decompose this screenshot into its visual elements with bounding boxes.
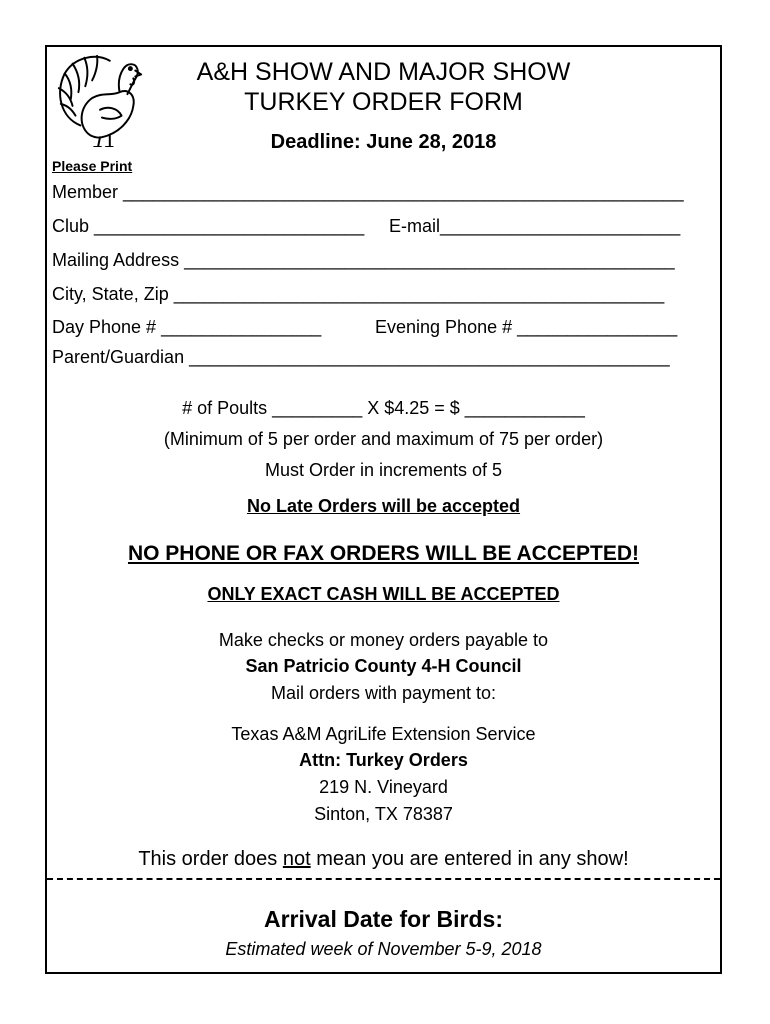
mailing-org: Texas A&M AgriLife Extension Service — [231, 724, 536, 744]
please-print-label: Please Print — [52, 158, 133, 174]
evening-phone-field[interactable]: Evening Phone # ________________ — [375, 317, 678, 337]
mail-orders-text: Mail orders with payment to: — [270, 683, 497, 703]
no-late-orders: No Late Orders will be accepted — [246, 496, 521, 516]
arrival-title: Arrival Date for Birds: — [263, 906, 503, 932]
order-limits: (Minimum of 5 per order and maximum of 75 per order) — [163, 429, 604, 449]
form-title-line2: TURKEY ORDER FORM — [244, 88, 523, 116]
checks-payable-text: Make checks or money orders payable to — [218, 630, 549, 650]
member-field[interactable]: Member ________________________________________________________ — [52, 182, 684, 202]
arrival-estimate: Estimated week of November 5-9, 2018 — [225, 939, 542, 959]
no-phone-fax-notice: NO PHONE OR FAX ORDERS WILL BE ACCEPTED! — [127, 542, 640, 565]
email-field[interactable]: E-mail________________________ — [389, 216, 681, 236]
cut-line-divider — [47, 878, 720, 880]
club-field[interactable]: Club ___________________________ — [52, 216, 365, 236]
form-title-line1: A&H SHOW AND MAJOR SHOW — [196, 58, 571, 86]
city-state-zip-field[interactable]: City, State, Zip _________________________________________________ — [52, 284, 665, 304]
disclaimer-not: not — [282, 848, 311, 870]
entry-disclaimer — [47, 847, 720, 871]
deadline: Deadline: June 28, 2018 — [270, 131, 497, 153]
day-phone-field[interactable]: Day Phone # ________________ — [52, 317, 322, 337]
parent-guardian-field[interactable]: Parent/Guardian ________________________________________________ — [52, 347, 670, 367]
disclaimer-before: This order does — [138, 848, 283, 870]
mailing-city: Sinton, TX 78387 — [314, 804, 453, 824]
mailing-street: 219 N. Vineyard — [319, 777, 448, 797]
payee-name: San Patricio County 4-H Council — [245, 656, 522, 676]
mailing-attn: Attn: Turkey Orders — [299, 750, 468, 770]
order-increments: Must Order in increments of 5 — [264, 460, 503, 480]
disclaimer-after: mean you are entered in any show! — [310, 848, 629, 870]
mailing-address-field[interactable]: Mailing Address _________________________________________________ — [52, 250, 675, 270]
exact-cash-notice: ONLY EXACT CASH WILL BE ACCEPTED — [207, 584, 560, 604]
poults-calculation[interactable]: # of Poults _________ X $4.25 = $ ____________ — [182, 398, 585, 418]
order-form — [45, 45, 722, 974]
